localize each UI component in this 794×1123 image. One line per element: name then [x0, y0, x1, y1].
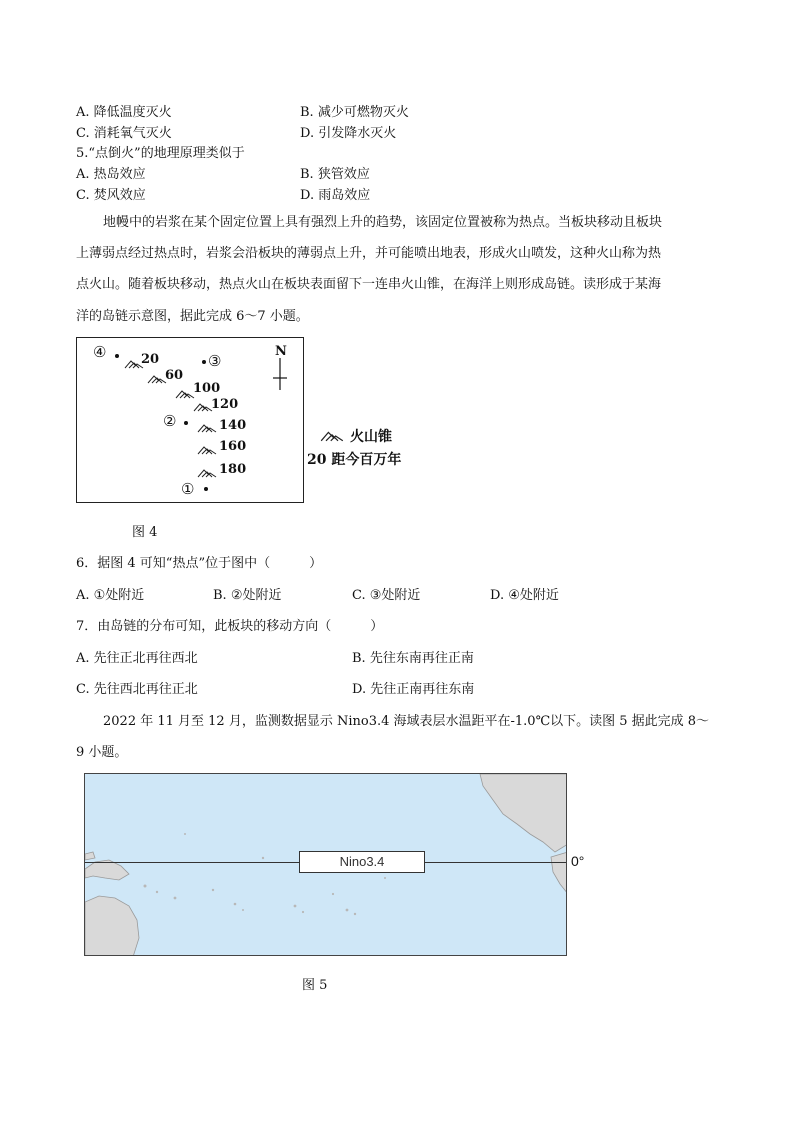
legend-volcano-label: 火山锥 [350, 429, 392, 445]
q7-option-c: C. 先往西北再往正北 [76, 682, 198, 697]
volcano-cone-icon [193, 402, 213, 412]
north-arrow-icon [272, 358, 288, 392]
q4-option-c: C. 消耗氧气灭火 [76, 126, 172, 141]
q6-option-d: D. ④处附近 [490, 588, 559, 603]
passage2-line2: 9 小题。 [76, 745, 128, 760]
q7-option-a: A. 先往正北再往西北 [76, 651, 198, 666]
q6-stem: 6．据图 4 可知“热点”位于图中（ ） [76, 556, 323, 571]
q5-option-b: B. 狭管效应 [300, 167, 370, 182]
island-chain-figure [76, 337, 304, 503]
passage2-line1: 2022 年 11 月至 12 月，监测数据显示 Nino3.4 海域表层水温距平在-1.0℃以下。读图 5 据此完成 8～ [103, 714, 710, 729]
q5-option-a: A. 热岛效应 [76, 167, 146, 182]
equator-label: 0° [571, 853, 585, 869]
q5-stem: 5.“点倒火”的地理原理类似于 [76, 146, 245, 161]
marker-1: ① [181, 480, 195, 498]
volcano-cone-icon [175, 389, 195, 399]
age-label: 20 [141, 352, 160, 367]
marker-3-dot [202, 360, 206, 364]
age-label: 60 [165, 368, 184, 383]
figure-4-caption: 图 4 [132, 525, 158, 540]
q7-stem: 7．由岛链的分布可知，此板块的移动方向（ ） [76, 619, 384, 634]
volcano-cone-icon [197, 423, 217, 433]
age-label: 120 [211, 397, 239, 412]
legend-age-label: 20 距今百万年 [307, 452, 402, 468]
nino34-label: Nino3.4 [339, 854, 385, 869]
q4-option-d: D. 引发降水灭火 [300, 126, 397, 141]
marker-3: ③ [208, 352, 222, 370]
figure-5-caption: 图 5 [302, 978, 328, 993]
q5-option-c: C. 焚风效应 [76, 188, 146, 203]
q6-option-a: A. ①处附近 [76, 588, 145, 603]
marker-4: ④ [93, 343, 107, 361]
marker-2: ② [163, 412, 177, 430]
age-label: 160 [219, 439, 247, 454]
q4-option-a: A. 降低温度灭火 [76, 105, 172, 120]
legend-volcano-icon [320, 430, 344, 442]
marker-2-dot [184, 421, 188, 425]
volcano-cone-icon [197, 468, 217, 478]
passage1-line3: 点火山。随着板块移动，热点火山在板块表面留下一连串火山锥，在海洋上则形成岛链。读形成于某海 [76, 277, 662, 292]
age-label: 140 [219, 418, 247, 433]
marker-1-dot [204, 487, 208, 491]
q6-option-c: C. ③处附近 [352, 588, 421, 603]
q7-option-b: B. 先往东南再往正南 [352, 651, 474, 666]
q6-option-b: B. ②处附近 [213, 588, 282, 603]
north-label: N [275, 344, 287, 359]
q5-option-d: D. 雨岛效应 [300, 188, 371, 203]
nino34-region-box [299, 851, 425, 873]
q7-option-d: D. 先往正南再往东南 [352, 682, 475, 697]
passage1-line2: 上薄弱点经过热点时，岩浆会沿板块的薄弱点上升，并可能喷出地表，形成火山喷发，这种火山称为热 [76, 246, 662, 261]
passage1-line1: 地幔中的岩浆在某个固定位置上具有强烈上升的趋势，该固定位置被称为热点。当板块移动且板块 [103, 215, 663, 230]
volcano-cone-icon [147, 374, 167, 384]
volcano-cone-icon [197, 445, 217, 455]
age-label: 100 [193, 381, 221, 396]
marker-4-dot [115, 354, 119, 358]
age-label: 180 [219, 462, 247, 477]
passage1-line4: 洋的岛链示意图，据此完成 6～7 小题。 [76, 309, 309, 324]
pacific-map-figure [84, 773, 567, 956]
q4-option-b: B. 减少可燃物灭火 [300, 105, 409, 120]
